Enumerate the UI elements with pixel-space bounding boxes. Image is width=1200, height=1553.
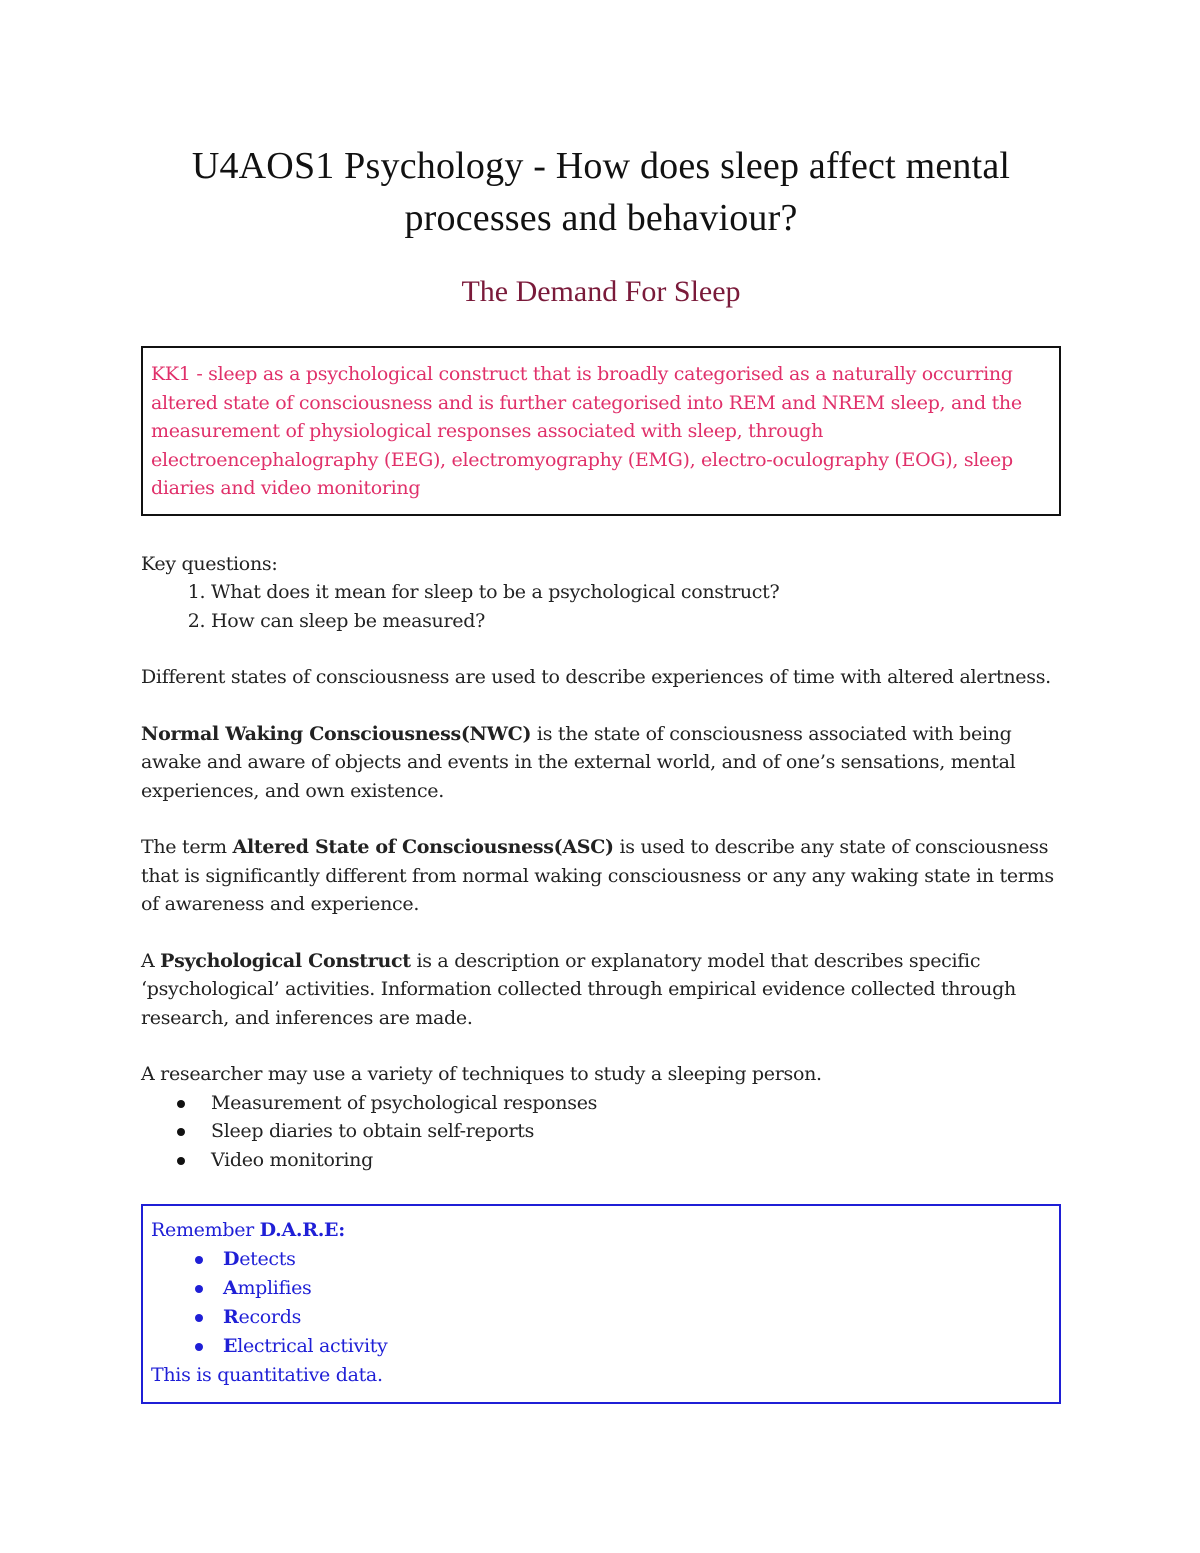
- key-questions-list: [141, 578, 1061, 635]
- dare-box: [141, 1204, 1061, 1404]
- key-question-item: 2. How can sleep be measured?: [211, 607, 1061, 636]
- construct-prefix: A: [141, 949, 161, 972]
- construct-term: Psychological Construct: [160, 949, 411, 972]
- dare-letter: A: [223, 1277, 238, 1299]
- construct-definition: is a description or explanatory model that describes specific ‘psychological’ activities. Information collected through empirical evidence collected through research, and inferences are made.: [141, 949, 1016, 1029]
- asc-term: Altered State of Consciousness(ASC): [232, 836, 614, 858]
- bullet-icon: [177, 1100, 185, 1108]
- techniques-list: [141, 1089, 1061, 1175]
- technique-label: Sleep diaries to obtain self-reports: [211, 1120, 535, 1142]
- nwc-definition: is the state of consciousness associated with being awake and aware of objects and events in the external world, and of one’s sensations, mental experiences, and own existence.: [141, 722, 1016, 802]
- technique-label: Video monitoring: [211, 1148, 373, 1171]
- dare-letter: R: [223, 1306, 239, 1328]
- nwc-term: Normal Waking Consciousness(NWC): [141, 722, 532, 745]
- construct-paragraph: [141, 947, 1061, 1033]
- nwc-paragraph: [141, 720, 1061, 806]
- bullet-icon: [177, 1157, 185, 1165]
- techniques-section: [141, 1060, 1061, 1174]
- bullet-icon: [195, 1285, 203, 1293]
- dare-heading-acronym: D.A.R.E:: [259, 1219, 345, 1241]
- technique-label: Measurement of psychological responses: [211, 1091, 598, 1114]
- dare-word-rest: lectrical activity: [237, 1335, 388, 1357]
- list-item: [151, 1332, 1051, 1361]
- dare-list: [151, 1245, 1051, 1361]
- bullet-icon: [195, 1314, 203, 1322]
- list-item: [141, 1089, 1061, 1118]
- dare-word-rest: mplifies: [237, 1277, 312, 1299]
- dare-letter: E: [223, 1335, 238, 1357]
- asc-prefix: The term: [141, 836, 233, 858]
- asc-definition: is used to describe any state of consciousness that is significantly different from normal waking consciousness or any any waking state in terms of awareness and experience.: [141, 836, 1054, 915]
- dare-word-rest: etects: [239, 1248, 296, 1270]
- key-questions-section: [141, 550, 1061, 636]
- dare-heading: [151, 1216, 1051, 1245]
- intro-paragraph: Different states of consciousness are used to describe experiences of time with altered alertness.: [141, 666, 1051, 688]
- section-subtitle: The Demand For Sleep: [461, 275, 741, 308]
- bullet-icon: [195, 1256, 203, 1264]
- list-item: [151, 1303, 1051, 1332]
- key-knowledge-box: [141, 346, 1061, 516]
- key-knowledge-text: KK1 - sleep as a psychological construct that is broadly categorised as a naturally occurring altered state of consciousness and is further categorised into REM and NREM sleep, and the measurement of physiological responses associated with sleep, through electroencephalography (EEG), electromyography (EMG), electro-oculography (EOG), sleep diaries and video monitoring: [151, 363, 1022, 499]
- document-title: U4AOS1 Psychology - How does sleep affect mental processes and behaviour?: [191, 145, 1011, 239]
- key-questions-heading: Key questions:: [141, 552, 278, 575]
- dare-heading-prefix: Remember: [151, 1219, 260, 1241]
- dare-letter: D: [223, 1248, 240, 1270]
- list-item: [141, 1146, 1061, 1175]
- list-item: [151, 1245, 1051, 1274]
- bullet-icon: [177, 1128, 185, 1136]
- techniques-intro: A researcher may use a variety of techniques to study a sleeping person.: [141, 1063, 822, 1085]
- bullet-icon: [195, 1343, 203, 1351]
- list-item: [151, 1274, 1051, 1303]
- dare-footer: This is quantitative data.: [151, 1364, 383, 1386]
- document-page: [141, 140, 1061, 1404]
- list-item: [141, 1117, 1061, 1146]
- asc-paragraph: [141, 833, 1061, 919]
- key-question-item: 1. What does it mean for sleep to be a psychological construct?: [211, 578, 1061, 607]
- dare-word-rest: ecords: [238, 1306, 302, 1328]
